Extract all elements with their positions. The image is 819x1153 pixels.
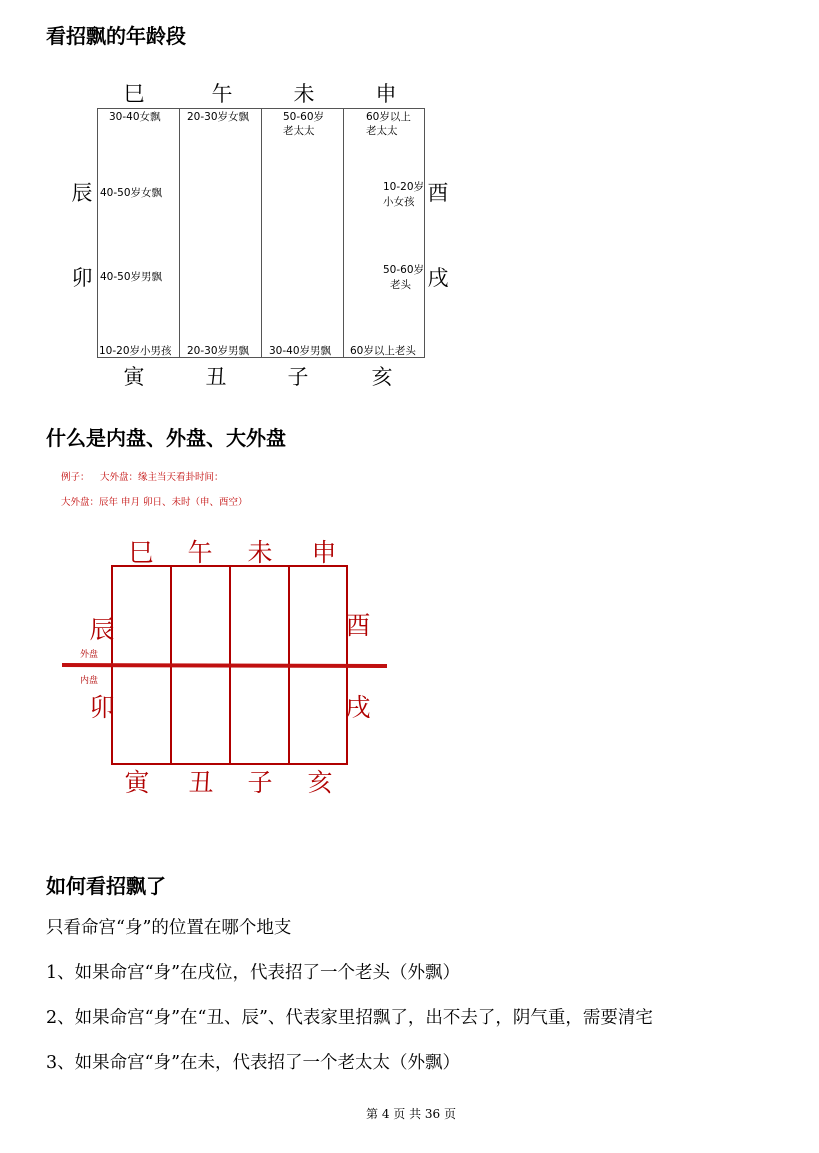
branch-chen: 辰 — [89, 615, 115, 644]
paragraph: 1、如果命宫“身”在戌位，代表招了一个老头（外飘） — [46, 963, 461, 983]
cell-text: 60岁以上老头 — [350, 345, 416, 357]
branch-yin: 寅 — [124, 768, 150, 797]
paragraph: 只看命宫“身”的位置在哪个地支 — [46, 918, 292, 938]
branch-wu: 午 — [211, 82, 233, 106]
cell-text: 40-50岁女飘 — [100, 187, 163, 199]
branch-wei: 未 — [247, 538, 273, 567]
example-text: 大外盘：缘主当天看卦时间： — [100, 472, 224, 483]
outer-plate-label: 外盘 — [80, 650, 99, 660]
heading-inner-outer: 什么是内盘、外盘、大外盘 — [46, 426, 286, 450]
inner-plate-label: 内盘 — [80, 676, 99, 686]
cell-text: 20-30岁女飘 — [187, 111, 250, 123]
outer-plate-note: 大外盘：辰年 申月 卯日、未时（申、酉空） — [61, 497, 248, 508]
branch-xu: 戌 — [427, 266, 449, 290]
branch-chen: 辰 — [71, 181, 93, 205]
cell-text: 10-20岁小男孩 — [99, 345, 172, 357]
paragraph: 2、如果命宫“身”在“丑、辰”、代表家里招飘了，出不去了，阴气重，需要清宅 — [46, 1008, 653, 1028]
branch-hai: 亥 — [371, 365, 393, 389]
branch-si: 巳 — [123, 82, 145, 106]
branch-zi: 子 — [287, 365, 309, 389]
branch-chou: 丑 — [205, 365, 227, 389]
cell-text: 30-40女飘 — [109, 111, 161, 123]
cell-text: 10-20岁 — [383, 181, 425, 193]
cell-text: 60岁以上 — [366, 111, 411, 123]
branch-shen: 申 — [311, 538, 337, 567]
heading-how-to-check: 如何看招飘了 — [46, 874, 166, 898]
cell-text: 30-40岁男飘 — [269, 345, 332, 357]
cell-text: 老头 — [390, 279, 411, 291]
branch-wu: 午 — [187, 538, 213, 567]
branch-you: 酉 — [427, 181, 449, 205]
branch-you: 酉 — [345, 611, 371, 640]
branch-mao: 卯 — [71, 266, 93, 290]
branch-hai: 亥 — [307, 768, 333, 797]
branch-zi: 子 — [247, 768, 273, 797]
branch-xu: 戌 — [345, 693, 371, 722]
cell-text: 小女孩 — [383, 196, 415, 208]
branch-si: 巳 — [128, 538, 154, 567]
cell-text: 50-60岁 — [283, 111, 325, 123]
branch-wei: 未 — [293, 82, 315, 106]
page-footer: 第 4 页 共 36 页 — [366, 1107, 456, 1121]
cell-text: 老太太 — [366, 125, 398, 137]
branch-chou: 丑 — [188, 768, 214, 797]
cell-text: 40-50岁男飘 — [100, 271, 163, 283]
branch-yin: 寅 — [123, 365, 145, 389]
heading-age-ranges: 看招飘的年龄段 — [46, 24, 186, 48]
cell-text: 老太太 — [283, 125, 315, 137]
paragraph: 3、如果命宫“身”在未，代表招了一个老太太（外飘） — [46, 1053, 461, 1073]
branch-shen: 申 — [375, 82, 397, 106]
example-label: 例子： — [61, 472, 90, 483]
cell-text: 50-60岁 — [383, 264, 425, 276]
cell-text: 20-30岁男飘 — [187, 345, 250, 357]
branch-mao: 卯 — [89, 693, 115, 722]
